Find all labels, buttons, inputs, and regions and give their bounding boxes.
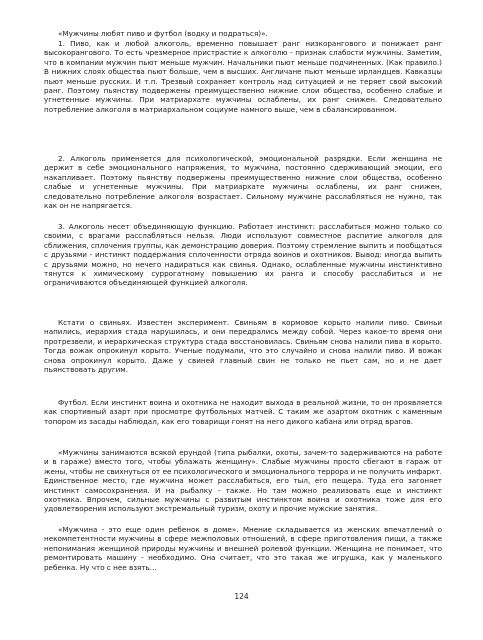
paragraph-point-1: 1. Пиво, как и любой алкоголь, временно повышает ранг низкорангового и понижает ранг высокорангового. То есть чрезмерное пристрастие к алкоголю - признак слабости мужчины. Заметим, что в компании мужчин пьют меньше мужчин. Начальники пьют меньше подчиненных. (Как правило.) В нижних слоях общества пьют больше, чем в высших. Англичане пьют меньше ирландцев. Кавказцы пьют меньше русских. И т.п. Трезвый сохраняет контроль над ситуацией и не теряет свой высокий ранг. Поэтому пьянству подвержены преимущественно нижние слои общества, особенно слабые и угнетенные мужчины. При матриархате мужчины ослаблены, их ранг снижен. Следовательно потребление алкоголя в матриархальном социуме намного выше, чем в сбалансированном.: [44, 39, 442, 114]
paragraph-point-3: 3. Алкоголь несет объединяющую функцию. Работает инстинкт: расслабиться можно только со своими, с врагами расслабляться нельзя. Люди используют совместное распитие алкоголя для сближения, сплочения группы, как демонстрацию доверия. Поэтому стремление выпить и пообщаться с друзьями - инстинкт поддержания сплоченности отряда воинов и охотников. Вывод: иногда выпить с друзьями можно, но нечего надираться как свинья. Однако, ослабленные мужчины инстинктивно тянутся к химическому суррогатному повышению их ранга и способу расслабиться и не ограничиваются объединяющей функцией алкоголя.: [44, 222, 442, 288]
page-number: 124: [234, 592, 249, 601]
paragraph-football: Футбол. Если инстинкт воина и охотника не находит выхода в реальной жизни, то он проявляется как спортивный азарт при просмотре футбольных матчей. С таким же азартом охотник с каменным топором из засады наблюдал, как его товарищи гонят на него дикого кабана или отряд врагов.: [44, 398, 442, 426]
paragraph-pigs: Кстати о свиньях. Известен эксперимент. Свиньям в кормовое корыто налили пиво. Свиньи напились, иерархия стада нарушилась, и они передрались между собой. Через какое-то время они протрезвели, и иерархическая структура стада восстановилась. Свиньям снова налили пива в корыто. Тогда вожак опрокинул корыто. Ученые подумали, что это случайно и снова налили пиво. И вожак снова опрокинул корыто. Даже у свиней главный свин не только не пьет сам, но и не дает пьянствовать другим.: [44, 318, 442, 375]
paragraph-quote-beer-football: «Мужчины любят пиво и футбол (водку и подраться)».: [58, 29, 268, 38]
paragraph-point-2: 2. Алкоголь применяется для психологической, эмоциональной разрядки. Если женщина не держит в себе эмоционального напряжения, то мужчина, постоянно сдерживающий эмоции, его накапливает. Поэтому пьянству подвержены преимущественно нижние слои общества, особенно слабые и угнетенные мужчины. При матриархате мужчины ослаблены, их ранг снижен, следовательно потребление алкоголя возрастает. Сильному мужчине расслабляться не нужно, так как он не напрягается.: [44, 154, 442, 211]
paragraph-men-hobbies: «Мужчины занимаются всякой ерундой (типа рыбалки, охоты, зачем-то задерживаются на работе и в гараже) вместо того, чтобы ублажать женщину». Слабые мужчины просто сбегают в гараж от жены, чтобы не свихнуться от ее психологического и эмоционального террора и не получить инфаркт. Единственное место, где мужчина может расслабиться, его тыл, его пещера. Туда его загоняет инстинкт самосохранения. И на рыбалку - также. Но там можно реализовать еще и инстинкт охотника. Впрочем, сильные мужчины с развитым инстинктом воина и охотника тоже для его удовлетворения используют экстремальный туризм, охоту и прочие мужские занятия.: [44, 448, 442, 514]
paragraph-man-child: «Мужчина - это еще один ребенок в доме». Мнение складывается из женских впечатлений о некомпетентности мужчины в сфере межполовых отношений, в сфере приготовления пищи, а также непонимания женщиной природы мужчины и внешней ролевой функции. Женщина не понимает, что ремонтировать машину - необходимо. Она считает, что это такая же игрушка, как у маленького ребенка. Ну что с нее взять...: [44, 525, 442, 572]
